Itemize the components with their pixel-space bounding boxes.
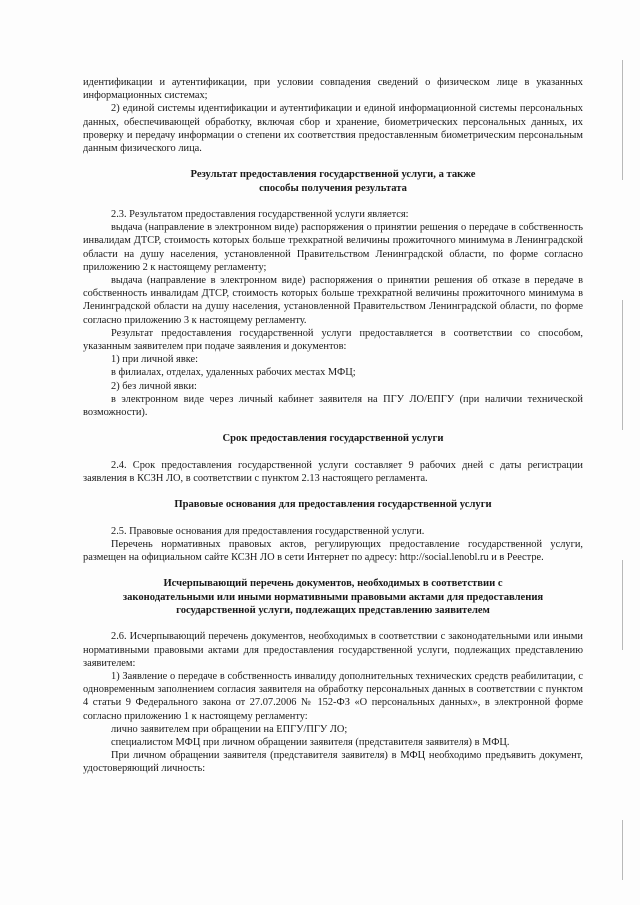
paragraph: 1) при личной явке:: [111, 354, 199, 366]
paragraph: 2) единой системы идентификации и аутентификации и единой информационной системы персональных данных, обеспечивающей обработку, включая сбор и хранение, биометрических персональных данных, их проверку и передачу информации о степени их соответствия предоставленным биометрическим персональным данным физического лица.: [83, 103, 583, 155]
paragraph: идентификации и аутентификации, при условии совпадения сведений о физическом лице в указанных информационных системах;: [83, 77, 583, 102]
page-edge-line: [622, 300, 623, 430]
section-heading: Результат предоставления государственной услуги, а также: [190, 169, 476, 181]
page-edge-line: [622, 820, 623, 880]
section-heading: законодательными или иными нормативными правовыми актами для предоставления: [122, 591, 544, 603]
paragraph: 2) без личной явки:: [111, 380, 197, 392]
paragraph: Перечень нормативных правовых актов, регулирующих предоставление государственной услуги, размещен на официальном сайте КСЗН ЛО в сети Интернет по адресу: http://social.lenobl.ru и в Реестре.: [83, 538, 583, 563]
section-heading: Исчерпывающий перечень документов, необходимых в соответствии с: [163, 578, 503, 590]
section-heading: Срок предоставления государственной услуги: [222, 433, 444, 445]
page-edge-line: [622, 60, 623, 180]
section-heading: государственной услуги, подлежащих представлению заявителем: [176, 604, 490, 616]
paragraph: лично заявителем при обращении на ЕПГУ/ПГУ ЛО;: [111, 723, 348, 735]
paragraph: в филиалах, отделах, удаленных рабочих местах МФЦ;: [111, 367, 356, 379]
paragraph: Результат предоставления государственной услуги предоставляется в соответствии со способом, указанным заявителем при подаче заявления и документов:: [83, 327, 583, 353]
section-heading: Правовые основания для предоставления государственной услуги: [174, 499, 492, 511]
paragraph: При личном обращении заявителя (представителя заявителя) в МФЦ необходимо предъявить документ, удостоверяющий личность:: [83, 750, 583, 775]
paragraph: 2.6. Исчерпывающий перечень документов, необходимых в соответствии с законодательными или иными нормативными правовыми актами для предоставления государственной услуги, подлежащих представлению заявителем:: [83, 631, 583, 669]
page-edge-line: [622, 560, 623, 650]
paragraph: 2.3. Результатом предоставления государственной услуги является:: [111, 209, 409, 221]
paragraph: 2.5. Правовые основания для предоставления государственной услуги.: [111, 525, 425, 537]
paragraph: специалистом МФЦ при личном обращении заявителя (представителя заявителя) в МФЦ.: [111, 736, 510, 748]
paragraph: 1) Заявление о передаче в собственность инвалиду дополнительных технических средств реабилитации, с одновременным заполнением согласия заявителя на обработку персональных данных в соответствии с пунктом 4 статьи 9 Федерального закона от 27.07.2006 № 152-ФЗ «О персональных данных», в электронной форме согласно приложению 1 к настоящему регламенту:: [83, 670, 583, 722]
paragraph: в электронном виде через личный кабинет заявителя на ПГУ ЛО/ЕПГУ (при наличии технической возможности).: [83, 393, 583, 419]
document-body: [83, 76, 583, 776]
paragraph: выдача (направление в электронном виде) распоряжения о принятии решения о передаче в собственность инвалидам ДТСР, стоимость которых больше трехкратной величины прожиточного минимума в Ленинградской области на душу населения, установленной Правительством Ленинградской области, по форме согласно приложению 2 к настоящему регламенту;: [83, 222, 583, 273]
paragraph: выдача (направление в электронном виде) распоряжения о принятии решения об отказе в передаче в собственность инвалидам ДТСР, стоимость которых больше трехкратной величины прожиточного минимума в Ленинградской области на душу населения, установленной Правительством Ленинградской области, по форме согласно приложению 3 к настоящему регламенту.: [83, 275, 583, 326]
section-heading: способы получения результата: [259, 182, 407, 194]
paragraph: 2.4. Срок предоставления государственной услуги составляет 9 рабочих дней с даты регистрации заявления в КСЗН ЛО, в соответствии с пунктом 2.13 настоящего регламента.: [83, 459, 583, 484]
